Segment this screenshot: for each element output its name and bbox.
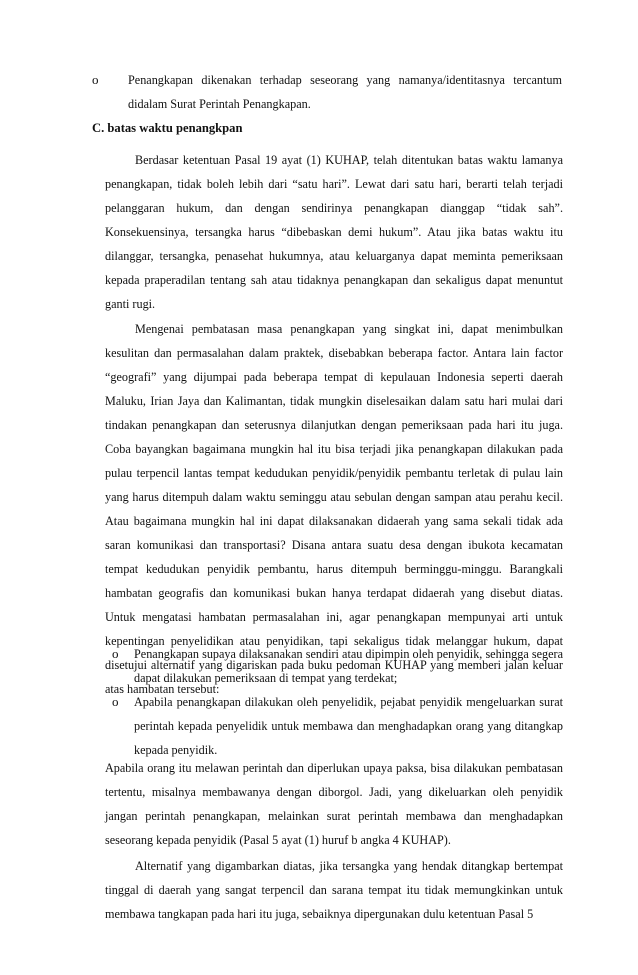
bullet: o — [112, 646, 119, 661]
paragraph-1: Berdasar ketentuan Pasal 19 ayat (1) KUHAP, telah ditentukan batas waktu lamanya penangkapan, tidak boleh lebih dari “satu hari”. Lewat dari satu hari, berarti telah terjadi pelanggaran hukum, dan dengan sendirinya penangkapan dianggap “tidak sah”. Konsekuensinya, tersangka harus “dibebaskan demi hukum”. Atau jika batas waktu itu dilanggar, tersangka, penasehat hukumnya, atau keluarganya dapat meminta pemeriksaan kepada praperadilan tentang sah atau tidaknya penangkapan dan sekaligus dapat menuntut ganti rugi. — [105, 153, 563, 311]
bullet: o — [92, 72, 99, 87]
section-heading: C. batas waktu penangkpan — [92, 121, 243, 135]
list-item — [92, 68, 562, 116]
list-item-text: Penangkapan supaya dilaksanakan sendiri atau dipimpin oleh penyidik, sehingga segera dapat dilakukan pemeriksaan di tempat yang terdekat; — [134, 647, 563, 685]
paragraph-2: Mengenai pembatasan masa penangkapan yang singkat ini, dapat menimbulkan kesulitan dan permasalahan dalam praktek, disebabkan beberapa factor. Antara lain factor “geografi” yang dijumpai pada beberapa tempat di kepulauan Indonesia seperti daerah Maluku, Irian Jaya dan Kalimantan, tidak mungkin diselesaikan dalam satu hari mulai dari tindakan penangkapan dan seterusnya dilanjutkan dengan pemeriksaan pada hari itu juga. Coba bayangkan bagaimana mungkin hal itu bisa terjadi jika penangkapan dilakukan pada pulau terpencil lantas tempat kedudukan penyidik/penyidik pembantu terletak di pulau lain yang harus ditempuh dalam waktu seminggu atau sebulan dengan sampan atau perahu kecil. Atau bagaimana mungkin hal ini dapat dilaksanakan didaerah yang sama sekali tidak ada saran komunikasi dan transportasi? Disana antara suatu desa dengan ibukota kecamatan tempat kedudukan penyidik pembantu, harus ditempuh berminggu-minggu. Barangkali hambatan geografis dan komunikasi bukan hanya terdapat didaerah yang disebut diatas. Untuk mengatasi hambatan permasalahan ini, agar penangkapan mempunyai arti untuk kepentingan penyelidikan atau penyidikan, tapi sekaligus tidak melanggar hukum, dapat disetujui alternatif yang digariskan pada buku pedoman KUHAP yang memberi jalan keluar atas hambatan tersebut: — [105, 322, 563, 696]
list-item-text: Penangkapan dikenakan terhadap seseorang yang namanya/identitasnya tercantum didalam Surat Perintah Penangkapan. — [128, 73, 562, 111]
paragraph-3: Apabila orang itu melawan perintah dan diperlukan upaya paksa, bisa dilakukan pembatasan tertentu, misalnya membawanya dengan diborgol. Jadi, yang dikeluarkan oleh penyidik jangan perintah penangkapan, melainkan surat perintah membawa dan menghadapkan seseorang kepada penyidik (Pasal 5 ayat (1) huruf b angka 4 KUHAP). — [105, 761, 563, 847]
paragraph-4: Alternatif yang digambarkan diatas, jika tersangka yang hendak ditangkap bertempat tinggal di daerah yang sangat terpencil dan sarana tempat itu tidak memungkinkan untuk membawa tangkapan pada hari itu juga, sebaiknya dipergunakan dulu ketentuan Pasal 5 — [105, 859, 563, 921]
bullet: o — [112, 694, 119, 709]
sub-list-item — [112, 690, 563, 762]
sub-list-item — [112, 642, 563, 690]
list-item-text: Apabila penangkapan dilakukan oleh penyelidik, pejabat penyidik mengeluarkan surat perintah kepada penyelidik untuk membawa dan menghadapkan orang yang ditangkap kepada penyidik. — [134, 695, 563, 757]
